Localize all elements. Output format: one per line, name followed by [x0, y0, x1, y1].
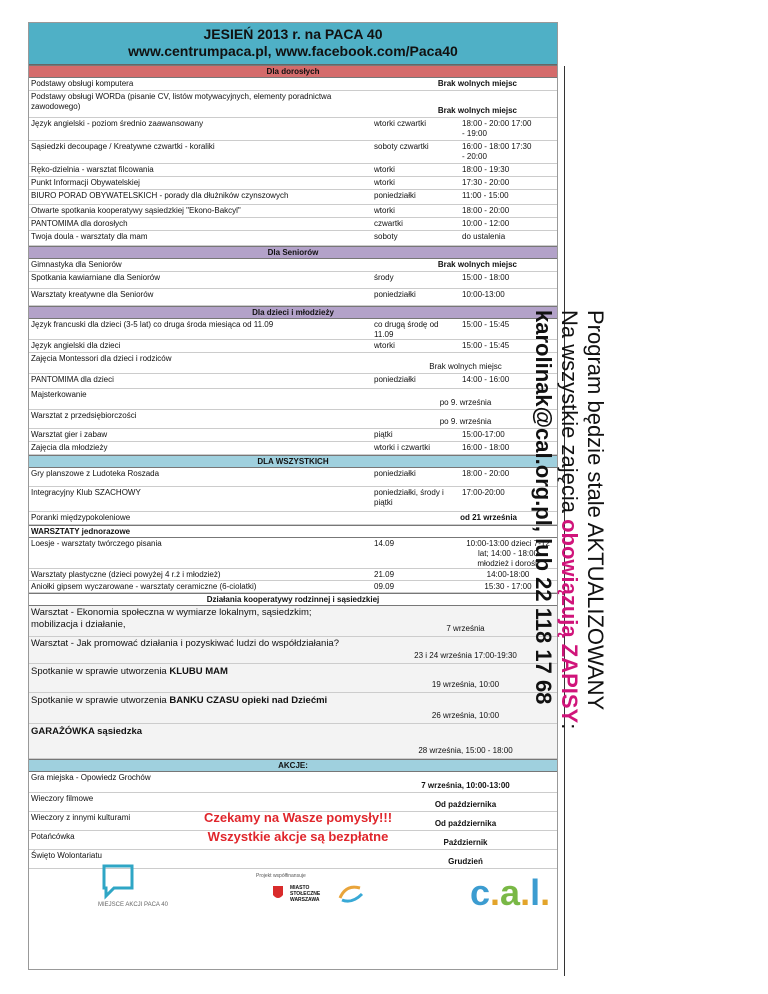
row-name: Język angielski dla dzieci [31, 341, 121, 350]
row-name: Podstawy obsługi WORDa (pisanie CV, listów motywacyjnych, elementy poradnictwa zawodowego) [31, 92, 332, 111]
workshops-row [29, 569, 557, 581]
warsaw-crest-icon [272, 885, 284, 901]
row-name-bold: BANKU CZASU opieki nad Dziećmi [169, 695, 328, 706]
cal-logo: c.a.l. [470, 872, 551, 913]
row-days: 14.09 [374, 539, 395, 548]
row-hours: do ustalenia [462, 232, 506, 241]
workshops-row [29, 538, 557, 569]
side-line-1: Program będzie stale AKTUALIZOWANY [583, 310, 608, 711]
row-name: Warsztat - Ekonomia społeczna w wymiarze lokalnym, sąsiedzkim; mobilizacja i działanie, [31, 607, 312, 630]
row-name: Warsztat z przedsiębiorczości [31, 411, 137, 420]
row-hours: 16:00 - 18:00 [462, 443, 510, 452]
row-days: wtorki [374, 341, 395, 350]
row-name: Poranki międzypokoleniowe [31, 513, 131, 522]
row-date: 7 września, 10:00-13:00 [421, 781, 510, 790]
row-name [31, 726, 371, 738]
cofinance-label: Projekt współfinansuje [256, 873, 306, 879]
row-hours: 15:00-17:00 [462, 430, 505, 439]
row-hours: 15:00 - 15:45 [462, 320, 510, 329]
row-name: Otwarte spotkania kooperatywy sąsiedzkiej "Ekono-Bakcyl" [31, 206, 241, 215]
seniors-row [29, 289, 557, 306]
row-date: Brak wolnych miejsc [429, 362, 502, 371]
row-status: Brak wolnych miejsc [437, 106, 517, 115]
row-days: 09.09 [374, 582, 395, 591]
row-days: poniedziałki [374, 191, 416, 200]
kids-row [29, 389, 557, 410]
row-status: Brak wolnych miejsc [437, 79, 517, 88]
kids-row [29, 442, 557, 455]
seniors-list [29, 259, 557, 306]
seniors-row [29, 272, 557, 289]
section-seniors: Dla Seniorów [29, 246, 557, 259]
row-name: Warsztaty kreatywne dla Seniorów [31, 290, 154, 299]
row-hours: 10:00-13:00 dzieci 7-12 lat; 14:00 - 18:00 młodzież i dorośli [466, 539, 550, 568]
row-date: po 9. września [439, 398, 492, 407]
coop-row [29, 693, 557, 724]
warsaw-label: MIASTO STOŁECZNE WARSZAWA [290, 885, 321, 903]
row-name: Potańcówka [31, 832, 75, 841]
row-name: Sąsiedzki decoupage / Kreatywne czwartki - koraliki [31, 142, 215, 151]
row-days: co drugą środę od 11.09 [374, 320, 439, 339]
row-days: poniedziałki, środy i piątki [374, 488, 444, 507]
row-days: wtorki [374, 178, 395, 187]
row-name: Twoja doula - warsztaty dla mam [31, 232, 148, 241]
row-days: wtorki czwartki [374, 119, 427, 128]
adults-row [29, 164, 557, 177]
row-name: Punkt Informacji Obywatelskiej [31, 178, 140, 187]
row-name: Loesje - warsztaty twórczego pisania [31, 539, 162, 548]
row-days: poniedziałki [374, 290, 416, 299]
page-urls: www.centrumpaca.pl, www.facebook.com/Paca40 [128, 43, 458, 59]
row-hours: 17:00-20:00 [462, 488, 505, 497]
row-status: od 21 września [460, 513, 517, 522]
adults-list [29, 78, 557, 246]
row-name: Integracyjny Klub SZACHOWY [31, 488, 141, 497]
row-days: piątki [374, 430, 393, 439]
all-row [29, 468, 557, 487]
actions-row [29, 772, 557, 793]
row-name: Język angielski - poziom średnio zaawansowany [31, 119, 204, 128]
partner-logo-icon [336, 882, 366, 906]
row-name: Aniołki gipsem wyczarowane - warsztaty ceramiczne (6-ciolatki) [31, 582, 257, 591]
row-hours: 16:00 - 18:00 17:30 - 20:00 [462, 142, 532, 161]
kids-row [29, 340, 557, 353]
adults-row [29, 218, 557, 231]
row-hours: 14:00 - 16:00 [462, 375, 510, 384]
row-name-bold: GARAŻÓWKA sąsiedzka [31, 726, 143, 737]
all-row [29, 512, 557, 525]
row-name: Majsterkowanie [31, 390, 87, 399]
section-kids: Dla dzieci i młodzieży [29, 306, 557, 319]
row-date: 28 września, 15:00 - 18:00 [418, 746, 513, 755]
row-date: Grudzień [448, 857, 483, 866]
row-days: wtorki [374, 165, 395, 174]
row-hours: 15:30 - 17:00 [484, 582, 532, 591]
header [29, 23, 557, 65]
row-hours: 18:00 - 20:00 [462, 469, 510, 478]
row-hours: 17:30 - 20:00 [462, 178, 510, 187]
section-all: DLA WSZYSTKICH [29, 455, 557, 468]
workshops-list [29, 538, 557, 593]
adults-row [29, 78, 557, 91]
row-name [31, 695, 371, 707]
workshops-row [29, 581, 557, 593]
row-date: 7 września [446, 624, 485, 633]
row-name: Warsztat - Jak promować działania i pozyskiwać ludzi do współdziałania? [31, 638, 340, 649]
row-name-bold: KLUBU MAM [169, 666, 228, 677]
coop-row [29, 724, 557, 759]
row-name: Język francuski dla dzieci (3-5 lat) co druga środa miesiąca od 11.09 [31, 320, 274, 329]
row-date: 19 września, 10:00 [431, 680, 500, 689]
row-name: Zajęcia dla młodzieży [31, 443, 108, 452]
row-date: Od października [434, 800, 497, 809]
row-hours: 18:00 - 19:30 [462, 165, 510, 174]
side-line-2: Na wszystkie zajęcia obowiązują ZAPISY: [557, 310, 582, 730]
all-list [29, 468, 557, 525]
row-days: środy [374, 273, 394, 282]
coop-row [29, 637, 557, 664]
coop-row [29, 664, 557, 693]
row-name: Warsztaty plastyczne (dzieci powyżej 4 r.ż i młodzież) [31, 570, 221, 579]
section-workshops: WARSZTATY jednorazowe [29, 525, 557, 538]
row-hours: 15:00 - 15:45 [462, 341, 510, 350]
seniors-row [29, 259, 557, 272]
row-name: Wieczory z innymi kulturami [31, 813, 131, 822]
kids-row [29, 374, 557, 389]
kids-row [29, 410, 557, 429]
row-name-part: Spotkanie w sprawie utworzenia [31, 666, 170, 677]
row-name: BIURO PORAD OBYWATELSKICH - porady dla dłużników czynszowych [31, 191, 289, 200]
row-days: 21.09 [374, 570, 395, 579]
adults-row [29, 91, 557, 118]
row-date: 26 września, 10:00 [431, 711, 500, 720]
row-date: Od października [434, 819, 497, 828]
adults-row [29, 141, 557, 164]
adults-row [29, 118, 557, 141]
row-date: 23 i 24 września 17:00-19:30 [414, 651, 517, 660]
row-name: Gra miejska - Opowiedz Grochów [31, 773, 151, 782]
section-adults: Dla dorosłych [29, 65, 557, 78]
section-coop: Działania kooperatywy rodzinnej i sąsiedzkiej [29, 593, 557, 606]
row-date: Październik [443, 838, 488, 847]
row-hours: 18:00 - 20:00 [462, 206, 510, 215]
row-days: poniedziałki [374, 375, 416, 384]
adults-row [29, 177, 557, 190]
row-name: Święto Wolontariatu [31, 851, 102, 860]
row-days: soboty czwartki [374, 142, 429, 151]
row-hours: 18:00 - 20:00 17:00 - 19:00 [462, 119, 532, 138]
row-hours: 11:00 - 15:00 [462, 191, 509, 200]
coop-list [29, 606, 557, 759]
row-name: Wieczory filmowe [31, 794, 94, 803]
row-name: Spotkania kawiarniane dla Seniorów [31, 273, 160, 282]
kids-row [29, 429, 557, 442]
row-name: Zajęcia Montessori dla dzieci i rodziców [31, 354, 172, 363]
row-name: Ręko-dzielnia - warsztat filcowania [31, 165, 154, 174]
row-hours: 10:00 - 12:00 [462, 219, 510, 228]
row-hours: 10:00-13:00 [462, 290, 505, 299]
row-status: Brak wolnych miejsc [437, 260, 517, 269]
row-name-part: Spotkanie w sprawie utworzenia [31, 695, 170, 706]
row-days: czwartki [374, 219, 403, 228]
adults-row [29, 190, 557, 205]
row-name: Gry planszowe z Ludoteka Roszada [31, 469, 160, 478]
row-days: wtorki [374, 206, 395, 215]
row-name: Warsztat gier i zabaw [31, 430, 108, 439]
page-title: JESIEŃ 2013 r. na PACA 40 [203, 26, 383, 42]
kids-row [29, 319, 557, 340]
row-days: wtorki i czwartki [374, 443, 431, 452]
row-name: PANTOMIMA dla dzieci [31, 375, 114, 384]
row-days: poniedziałki [374, 469, 416, 478]
footer-line-1: Czekamy na Wasze pomysły!!! [203, 810, 393, 825]
row-date: po 9. września [439, 417, 492, 426]
row-hours: 15:00 - 18:00 [462, 273, 510, 282]
footer-line-2: Wszystkie akcje są bezpłatne [207, 829, 389, 844]
coop-row [29, 606, 557, 637]
row-name: Podstawy obsługi komputera [31, 79, 134, 88]
paca-logo-text: MIEJSCE AKCJI PACA 40 [98, 902, 168, 908]
row-hours: 14:00-18:00 [486, 570, 530, 579]
kids-list [29, 319, 557, 455]
adults-row [29, 205, 557, 218]
kids-row [29, 353, 557, 374]
row-name: PANTOMIMA dla dorosłych [31, 219, 128, 228]
all-row [29, 487, 557, 512]
paca-logo-icon [98, 862, 138, 900]
footer-message [178, 808, 418, 846]
row-name [31, 666, 371, 678]
adults-row [29, 231, 557, 246]
side-line-3: karolinak@cal.org.pl, lub 22 118 17 68 [531, 310, 556, 705]
section-actions: AKCJE: [29, 759, 557, 772]
row-name: Gimnastyka dla Seniorów [31, 260, 122, 269]
row-days: soboty [374, 232, 398, 241]
